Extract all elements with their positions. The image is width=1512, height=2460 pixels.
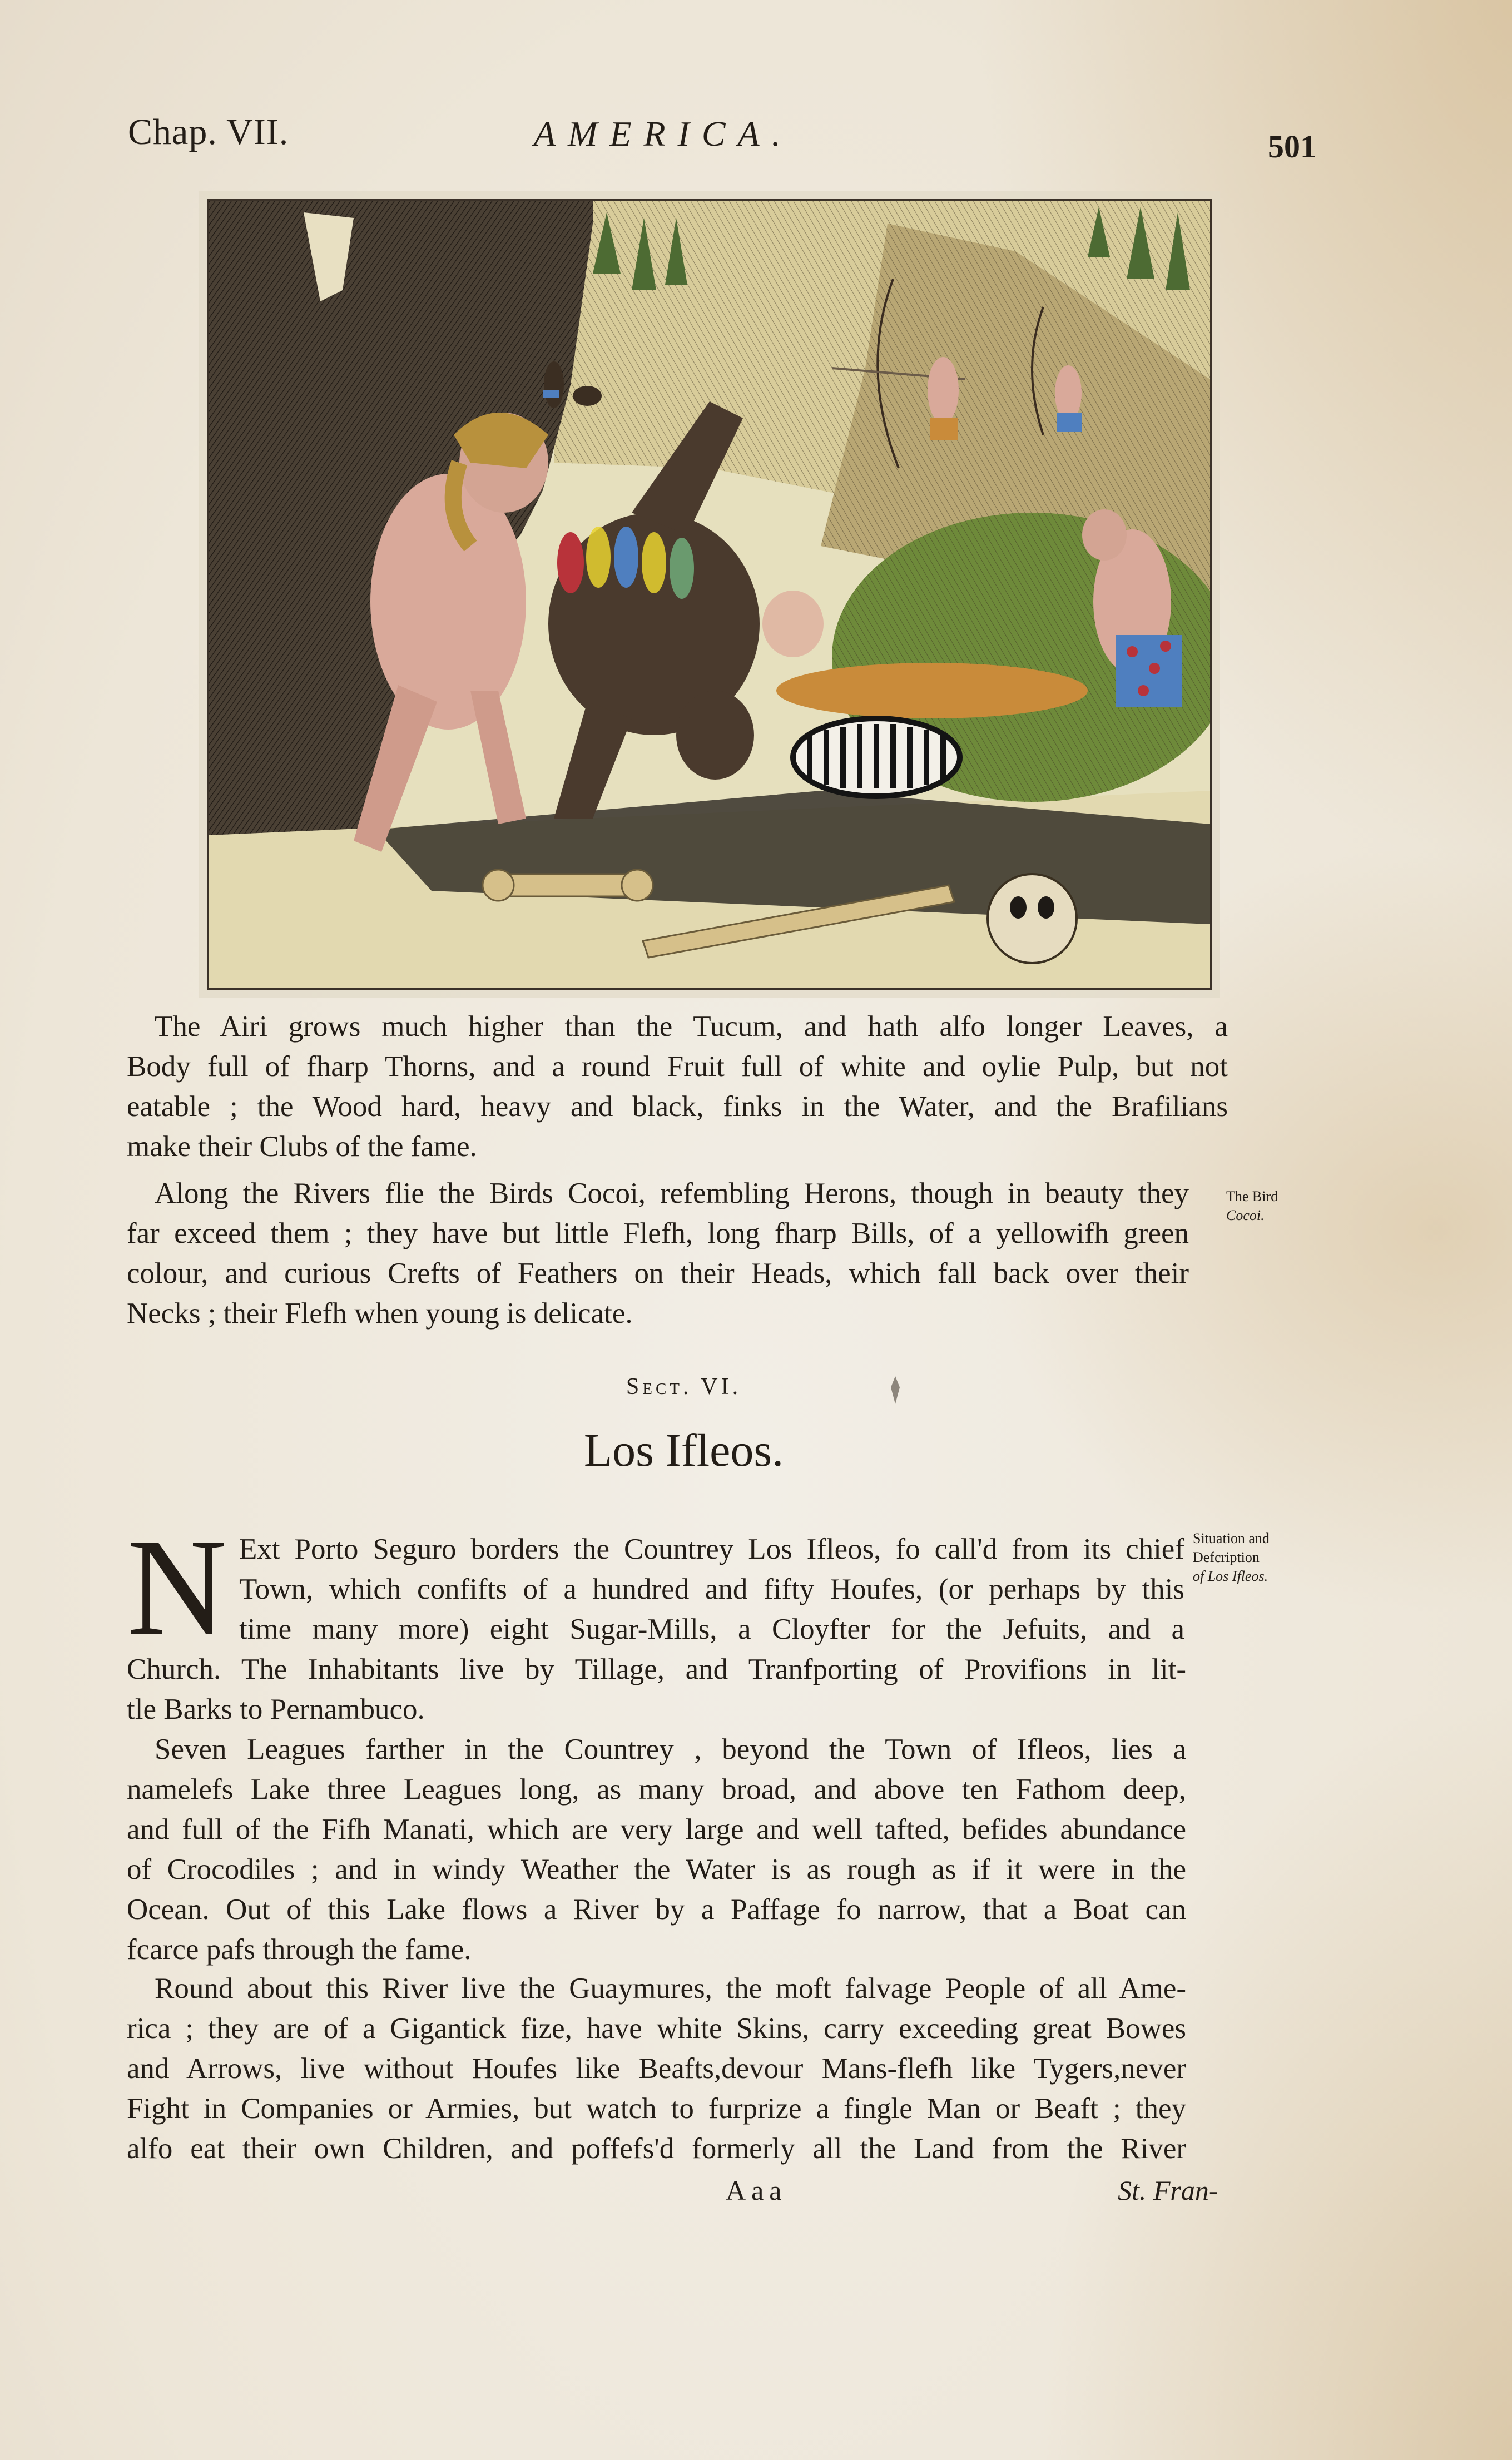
text-line: rica ; they are of a Gigantick fize, have white Skins, carry exceeding great Bowes xyxy=(127,2012,1186,2045)
paragraph-airi xyxy=(127,1006,1239,1167)
paragraph-next xyxy=(239,1529,1229,1649)
margin-note-line: Cocoi. xyxy=(1226,1207,1265,1223)
text-line: far exceed them ; they have but little Flefh, long fharp Bills, of a yellowifh green xyxy=(127,1217,1189,1249)
margin-note-line: of Los Ifleos. xyxy=(1193,1568,1268,1584)
text-line: and full of the Fifh Manati, which are very large and well tafted, befides abundance xyxy=(127,1813,1186,1846)
running-head xyxy=(128,111,1316,178)
text-line: make their Clubs of the fame. xyxy=(127,1130,477,1163)
text-line: alfo eat their own Children, and poffefs'd formerly all the Land from the River xyxy=(127,2132,1186,2165)
text-line: Church. The Inhabitants live by Tillage, and Tranfporting of Provifions in lit- xyxy=(127,1653,1186,1685)
drop-cap: N xyxy=(127,1510,227,1664)
paragraph-seven-leagues xyxy=(127,1729,1239,1970)
printer-ornament-icon xyxy=(884,1373,906,1407)
text-line: time many more) eight Sugar-Mills, a Cloyfter for the Jefuits, and a xyxy=(239,1613,1184,1645)
text-line: Ocean. Out of this Lake flows a River by a Paffage fo narrow, that a Boat can xyxy=(127,1893,1186,1926)
margin-note-line: Situation and xyxy=(1193,1530,1270,1546)
text-line: tle Barks to Pernambuco. xyxy=(127,1693,425,1725)
text-line: Seven Leagues farther in the Countrey , beyond the Town of Ifleos, lies a xyxy=(155,1733,1186,1765)
slain-body xyxy=(776,663,1088,718)
page-number: 501 xyxy=(1268,128,1316,165)
signature-mark: Aaa xyxy=(726,2175,787,2206)
engraving-illustration xyxy=(207,199,1212,990)
text-line: eatable ; the Wood hard, heavy and black, finks in the Water, and the Brafilians xyxy=(127,1090,1228,1123)
section-title: Los Ifleos. xyxy=(583,1425,784,1476)
text-line: namelefs Lake three Leagues long, as many broad, and above ten Fathom deep, xyxy=(127,1773,1186,1806)
text-line: Along the Rivers flie the Birds Cocoi, refembling Herons, though in beauty they xyxy=(155,1177,1189,1209)
text-line: Round about this River live the Guaymures, the moft falvage People of all Ame- xyxy=(155,1972,1186,2005)
text-line: Ext Porto Seguro borders the Countrey Los Ifleos, fo call'd from its chief xyxy=(239,1533,1184,1565)
text-line: Town, which confifts of a hundred and fifty Houfes, (or perhaps by this xyxy=(239,1573,1184,1605)
ribcage xyxy=(793,718,960,796)
text-line: fcarce pafs through the fame. xyxy=(127,1933,472,1966)
text-line: Necks ; their Flefh when young is delicate. xyxy=(127,1297,633,1330)
running-title: AMERICA. xyxy=(534,114,793,153)
text-line: The Airi grows much higher than the Tucum, and hath alfo longer Leaves, a xyxy=(155,1010,1228,1043)
text-line: Body full of fharp Thorns, and a round Fruit full of white and oylie Pulp, but not xyxy=(127,1050,1228,1083)
margin-note-line: Defcription xyxy=(1193,1549,1260,1565)
skull xyxy=(988,874,1077,963)
catchword: St. Fran- xyxy=(1118,2175,1218,2206)
text-line: Fight in Companies or Armies, but watch to furprize a fingle Man or Beaft ; they xyxy=(127,2092,1186,2125)
text-line: colour, and curious Crefts of Feathers on their Heads, which fall back over their xyxy=(127,1257,1189,1289)
text-line: and Arrows, live without Houfes like Beafts,devour Mans-flefh like Tygers,never xyxy=(127,2052,1186,2085)
chapter-label: Chap. VII. xyxy=(128,112,289,152)
margin-note-line: The Bird xyxy=(1226,1188,1278,1204)
section-label: Sect. VI. xyxy=(626,1374,742,1400)
text-line: of Crocodiles ; and in windy Weather the Water is as rough as if it were in the xyxy=(127,1853,1186,1886)
paragraph-cocoi xyxy=(127,1173,1239,1333)
paragraph-round-about xyxy=(127,1968,1239,2169)
margin-note-bird-cocoi xyxy=(1226,1187,1278,1225)
paragraph-next-cont xyxy=(127,1649,1239,1729)
engraving-scene xyxy=(209,201,1210,988)
child-head xyxy=(762,591,824,657)
margin-note-situation xyxy=(1193,1529,1270,1586)
